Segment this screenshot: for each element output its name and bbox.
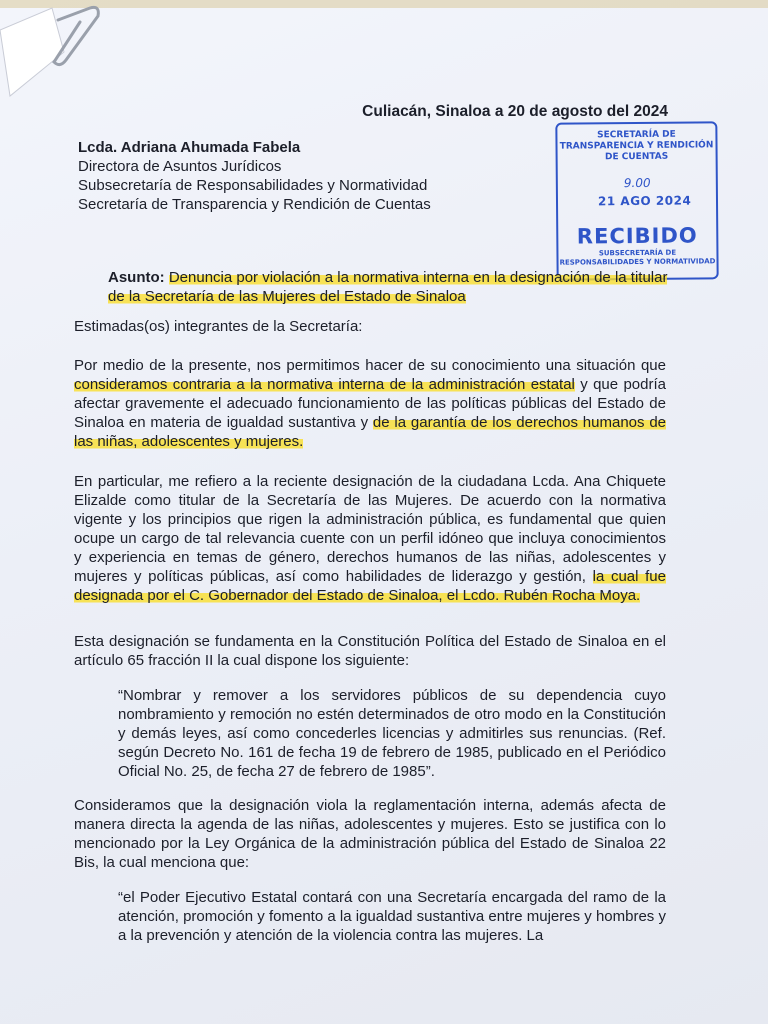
stamp-time: 9.00 [623,175,651,191]
paper-clip-icon [0,0,110,110]
paragraph-1 [74,356,666,451]
quote-1: “Nombrar y remover a los servidores públicos de su dependencia cuyo nombramiento y remoción no estén determinados de otro modo en la Constitución y demás leyes, así como concederles licencias y admitirles sus renuncias. (Ref. según Decreto No. 161 de fecha 19 de febrero de 1985, publicado en el Periódico Oficial No. 25, de fecha 27 de febrero de 1985”. [118,687,666,780]
received-stamp [555,121,718,280]
stamp-date: 21 AGO 2024 [597,193,692,209]
recipient-secretaria: Secretaría de Transparencia y Rendición de Cuentas [78,196,431,213]
p1-text-c: y que podría afectar gravemente el adecuado funcionamiento de las políticas públicas del Estado de Sinaloa en materia de igualdad sustantiva y [74,376,666,431]
p1-highlight-2: de la garantía de los derechos humanos de las niñas, adolescentes y mujeres. [74,414,667,450]
recipient-block [78,138,431,214]
paragraph-2 [74,472,666,605]
p2-text-a: En particular, me refiero a la reciente designación de la ciudadana Lcda. Ana Chiquete Elizalde como titular de la Secretaría de las Mujeres. De acuerdo con la normativa vigente y los principios que rigen la administración pública, es fundamental que quien ocupe un cargo de tal relevancia cuente con un perfil idóneo que incluya conocimientos y experiencia en temas de género, derechos humanos de las niñas, adolescentes y mujeres y políticas públicas, así como habilidades de liderazgo y gestión, [74,473,666,585]
stamp-footer: SUBSECRETARÍA DE RESPONSABILIDADES Y NORMATIVIDAD [559,248,716,267]
p1-highlight-1: consideramos contraria a la normativa interna de la administración estatal [74,376,575,393]
stamp-header: SECRETARÍA DE TRANSPARENCIA Y RENDICIÓN DE CUENTAS [559,129,714,163]
recipient-name: Lcda. Adriana Ahumada Fabela [78,139,301,156]
paragraph-3: Esta designación se fundamenta en la Constitución Política del Estado de Sinaloa en el artículo 65 fracción II la cual dispone los siguiente: [74,633,666,669]
p2-highlight: la cual fue designada por el C. Gobernador del Estado de Sinaloa, el Lcdo. Rubén Rocha Moya. [74,568,666,604]
recipient-title: Directora de Asuntos Jurídicos [78,158,282,175]
subject-label: Asunto: [108,269,165,286]
recipient-subsecretaria: Subsecretaría de Responsabilidades y Normatividad [78,177,428,194]
subject-line [108,268,668,306]
paragraph-4: Consideramos que la designación viola la reglamentación interna, además afecta de manera directa la agenda de las niñas, adolescentes y mujeres. Esto se justifica con lo mencionado por la Ley Orgánica de la administración pública del Estado de Sinaloa 22 Bis, la cual menciona que: [74,797,666,871]
document-date: Culiacán, Sinaloa a 20 de agosto del 2024 [362,103,668,120]
subject-text: Denuncia por violación a la normativa interna en la designación de la titular de la Secretaría de las Mujeres del Estado de Sinaloa [108,269,668,305]
quote-2: “el Poder Ejecutivo Estatal contará con una Secretaría encargada del ramo de la atención, promoción y fomento a la igualdad sustantiva entre mujeres y hombres y a la prevención y atención de la violencia contra las mujeres. La [118,889,666,944]
stamp-word: RECIBIDO [576,223,698,249]
greeting: Estimadas(os) integrantes de la Secretaría: [74,318,363,335]
top-edge [0,0,768,8]
p1-text-a: Por medio de la presente, nos permitimos hacer de su conocimiento una situación que [74,357,666,374]
